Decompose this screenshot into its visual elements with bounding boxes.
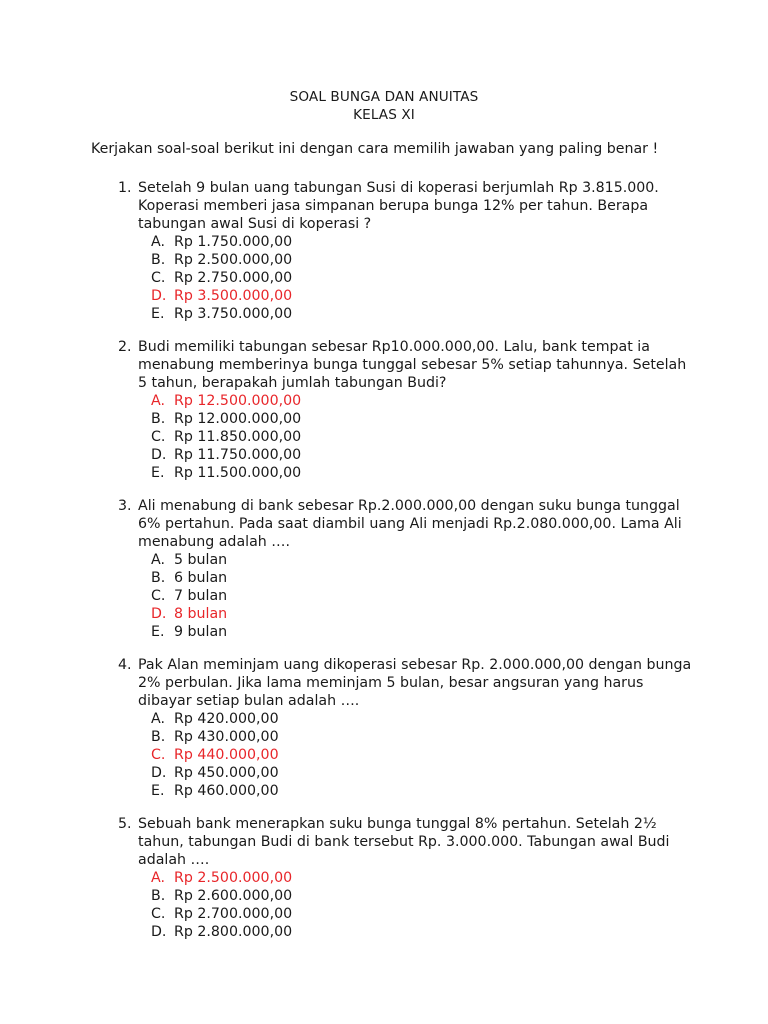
question-text-line: Sebuah bank menerapkan suku bunga tunggal 8% pertahun. Setelah 2½ — [138, 816, 657, 832]
option-text: Rp 2.600.000,00 — [174, 888, 293, 904]
instruction-text: Kerjakan soal-soal berikut ini dengan cara memilih jawaban yang paling benar ! — [91, 141, 659, 157]
answer-option — [151, 764, 279, 782]
option-letter: A. — [151, 234, 165, 250]
option-letter: E. — [151, 624, 165, 640]
answer-option-correct — [151, 287, 292, 305]
option-text: Rp 2.700.000,00 — [174, 906, 293, 922]
question-text-line: Budi memiliki tabungan sebesar Rp10.000.000,00. Lalu, bank tempat ia — [138, 339, 650, 355]
option-letter: A. — [151, 711, 165, 727]
answer-option — [151, 782, 279, 800]
question-text-line: menabung adalah …. — [138, 534, 290, 550]
answer-option — [151, 251, 292, 269]
option-text: Rp 460.000,00 — [174, 783, 279, 799]
option-text: 5 bulan — [174, 552, 228, 568]
option-text: Rp 2.500.000,00 — [174, 252, 293, 268]
question-text-line: menabung memberinya bunga tunggal sebesar 5% setiap tahunnya. Setelah — [138, 357, 687, 373]
option-text: Rp 12.500.000,00 — [174, 393, 302, 409]
answer-option — [151, 551, 227, 569]
question-text — [138, 497, 682, 551]
question-number: 1. — [118, 180, 132, 196]
question-text-line: Koperasi memberi jasa simpanan berupa bunga 12% per tahun. Berapa — [138, 198, 649, 214]
answer-option-correct — [151, 869, 292, 887]
option-letter: D. — [151, 606, 167, 622]
answer-option — [151, 728, 279, 746]
option-letter: D. — [151, 447, 167, 463]
question-number: 2. — [118, 339, 132, 355]
option-text: Rp 1.750.000,00 — [174, 234, 293, 250]
question-text-line: 5 tahun, berapakah jumlah tabungan Budi? — [138, 375, 447, 391]
option-text: Rp 11.750.000,00 — [174, 447, 302, 463]
option-text: 8 bulan — [174, 606, 228, 622]
option-text: 9 bulan — [174, 624, 228, 640]
question-number: 3. — [118, 498, 132, 514]
answer-option — [151, 464, 301, 482]
answer-options — [151, 233, 292, 323]
question-text-line: Pak Alan meminjam uang dikoperasi sebesar Rp. 2.000.000,00 dengan bunga — [138, 657, 692, 673]
answer-option-correct — [151, 392, 301, 410]
answer-option — [151, 305, 292, 323]
answer-option — [151, 233, 292, 251]
document-title: SOAL BUNGA DAN ANUITAS — [289, 89, 479, 105]
option-letter: A. — [151, 552, 165, 568]
option-letter: C. — [151, 588, 166, 604]
question-text — [138, 656, 692, 710]
option-letter: C. — [151, 906, 166, 922]
option-letter: B. — [151, 729, 166, 745]
answer-option — [151, 923, 292, 941]
option-text: 6 bulan — [174, 570, 228, 586]
answer-option-correct — [151, 746, 279, 764]
question-text-line: tahun, tabungan Budi di bank tersebut Rp. 3.000.000. Tabungan awal Budi — [138, 834, 670, 850]
question-text-line: Setelah 9 bulan uang tabungan Susi di koperasi berjumlah Rp 3.815.000. — [138, 180, 659, 196]
option-text: Rp 420.000,00 — [174, 711, 279, 727]
document-subtitle: KELAS XI — [353, 107, 415, 123]
option-text: Rp 440.000,00 — [174, 747, 279, 763]
question-text — [138, 179, 678, 233]
option-letter: D. — [151, 765, 167, 781]
option-letter: B. — [151, 252, 166, 268]
option-letter: C. — [151, 747, 166, 763]
option-text: Rp 2.800.000,00 — [174, 924, 293, 940]
option-letter: A. — [151, 393, 165, 409]
answer-option — [151, 446, 301, 464]
question-text-line: Ali menabung di bank sebesar Rp.2.000.000,00 dengan suku bunga tunggal — [138, 498, 680, 514]
answer-option — [151, 710, 279, 728]
answer-option — [151, 428, 301, 446]
question-text — [138, 338, 687, 392]
option-text: Rp 450.000,00 — [174, 765, 279, 781]
question-text-line: adalah …. — [138, 852, 210, 868]
question-text-line: dibayar setiap bulan adalah …. — [138, 693, 360, 709]
option-letter: C. — [151, 429, 166, 445]
answer-option — [151, 887, 292, 905]
answer-options — [151, 392, 301, 482]
option-text: 7 bulan — [174, 588, 228, 604]
answer-option — [151, 569, 227, 587]
option-letter: D. — [151, 924, 167, 940]
answer-options — [151, 710, 279, 800]
answer-options — [151, 551, 227, 641]
answer-option — [151, 269, 292, 287]
option-text: Rp 11.500.000,00 — [174, 465, 302, 481]
option-letter: D. — [151, 288, 167, 304]
option-letter: E. — [151, 783, 165, 799]
option-letter: E. — [151, 306, 165, 322]
option-text: Rp 3.750.000,00 — [174, 306, 293, 322]
question-text-line: 2% perbulan. Jika lama meminjam 5 bulan, besar angsuran yang harus — [138, 675, 644, 691]
question-text-line: tabungan awal Susi di koperasi ? — [138, 216, 372, 232]
option-text: Rp 12.000.000,00 — [174, 411, 302, 427]
answer-option — [151, 410, 301, 428]
answer-options — [151, 869, 292, 941]
option-text: Rp 2.500.000,00 — [174, 870, 293, 886]
question-text — [138, 815, 678, 869]
option-letter: A. — [151, 870, 165, 886]
answer-option-correct — [151, 605, 227, 623]
option-text: Rp 11.850.000,00 — [174, 429, 302, 445]
answer-option — [151, 623, 227, 641]
question-number: 4. — [118, 657, 132, 673]
option-text: Rp 2.750.000,00 — [174, 270, 293, 286]
question-number: 5. — [118, 816, 132, 832]
question-text-line: 6% pertahun. Pada saat diambil uang Ali menjadi Rp.2.080.000,00. Lama Ali — [138, 516, 682, 532]
answer-option — [151, 587, 227, 605]
option-text: Rp 3.500.000,00 — [174, 288, 293, 304]
option-letter: B. — [151, 570, 166, 586]
option-letter: B. — [151, 888, 166, 904]
option-letter: B. — [151, 411, 166, 427]
option-letter: E. — [151, 465, 165, 481]
answer-option — [151, 905, 292, 923]
option-text: Rp 430.000,00 — [174, 729, 279, 745]
option-letter: C. — [151, 270, 166, 286]
